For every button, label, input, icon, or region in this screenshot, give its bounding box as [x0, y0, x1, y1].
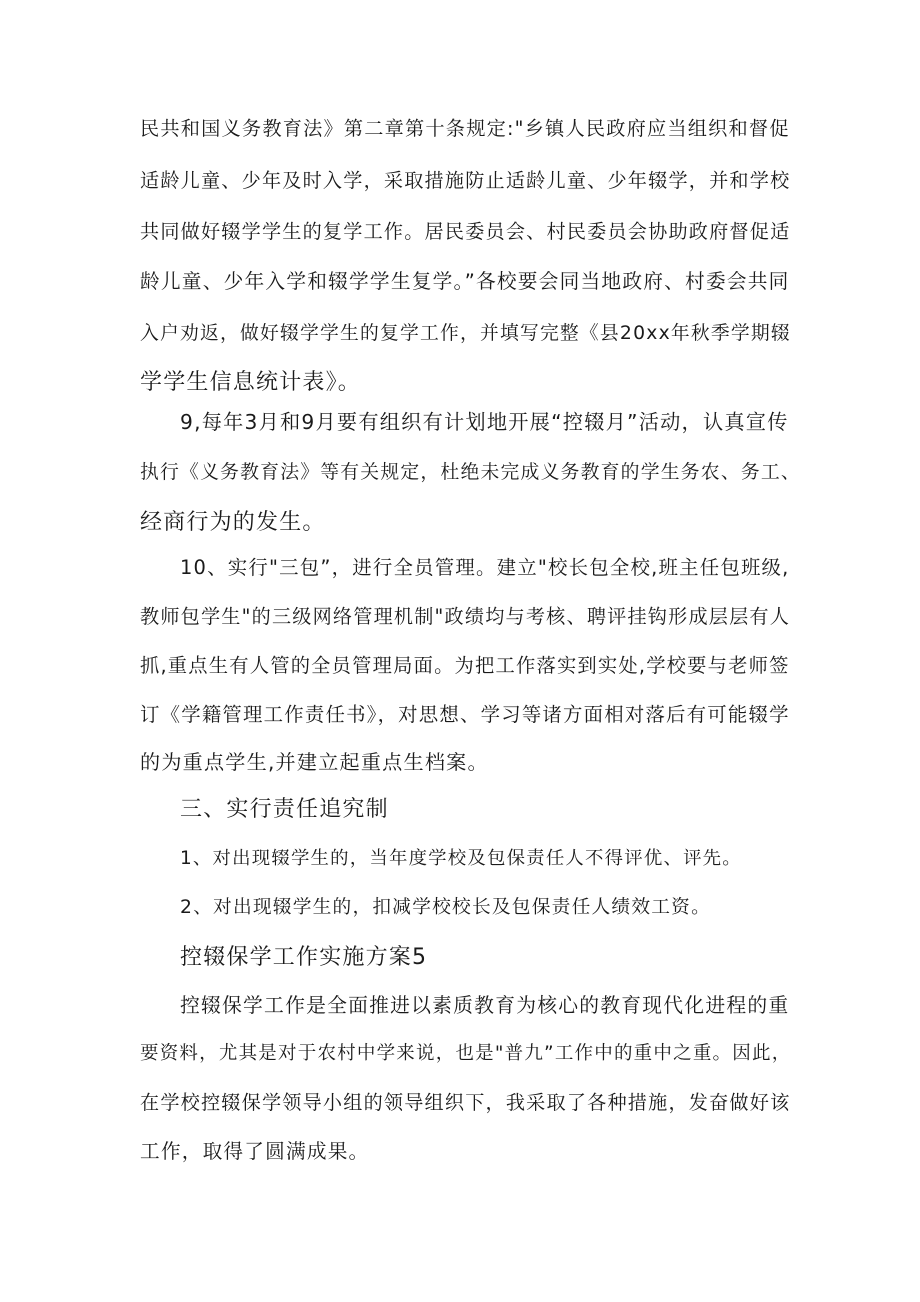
document-subtitle: 控辍保学工作实施方案5: [180, 945, 428, 970]
text-line: 适龄儿童、少年及时入学，采取措施防止适龄儿童、少年辍学，并和学校: [140, 169, 791, 192]
text-line: 共同做好辍学学生的复学工作。居民委员会、村民委员会协助政府督促适: [140, 220, 791, 243]
paragraph-first-line: 10、实行"三包”，进行全员管理。建立"校长包全校,班主任包班级,: [180, 556, 790, 579]
text-line: 的为重点学生,并建立起重点生档案。: [140, 750, 489, 774]
text-line: 龄儿童、少年入学和辍学学生复学。”各校要会同当地政府、村委会共同: [140, 270, 790, 293]
text-line: 订《学籍管理工作责任书》，对思想、学习等诸方面相对落后有可能辍学: [140, 703, 790, 726]
paragraph-first-line: 控辍保学工作是全面推进以素质教育为核心的教育现代化进程的重: [180, 994, 790, 1017]
text-line: 经商行为的发生。: [140, 510, 326, 535]
text-line: 在学校控辍保学领导小组的领导组织下，我采取了各种措施，发奋做好该: [140, 1091, 791, 1114]
section-heading: 三、实行责任追究制: [180, 797, 389, 822]
list-item: 1、对出现辍学生的，当年度学校及包保责任人不得评优、评先。: [180, 848, 742, 869]
text-line: 学学生信息统计表》。: [140, 370, 362, 395]
text-line: 要资料，尤其是对于农村中学来说，也是"普九”工作中的重中之重。因此，: [140, 1043, 792, 1064]
text-line: 教师包学生"的三级网络管理机制"政绩均与考核、聘评挂钩形成层层有人: [140, 605, 791, 628]
text-line: 抓,重点生有人管的全员管理局面。为把工作落实到实处,学校要与老师签: [140, 654, 790, 677]
text-line: 执行《义务教育法》等有关规定，杜绝未完成义务教育的学生务农、务工、: [140, 462, 801, 483]
text-line: 工作，取得了圆满成果。: [140, 1140, 370, 1163]
paragraph-first-line: 9,每年3月和9月要有组织有计划地开展“控辍月”活动，认真宣传: [180, 410, 789, 434]
list-item: 2、对出现辍学生的，扣减学校校长及包保责任人绩效工资。: [180, 897, 711, 918]
text-line: 入户劝返，做好辍学学生的复学工作，并填写完整《县20xx年秋季学期辍: [140, 323, 791, 344]
text-line: 民共和国义务教育法》第二章第十条规定:"乡镇人民政府应当组织和督促: [140, 117, 790, 140]
